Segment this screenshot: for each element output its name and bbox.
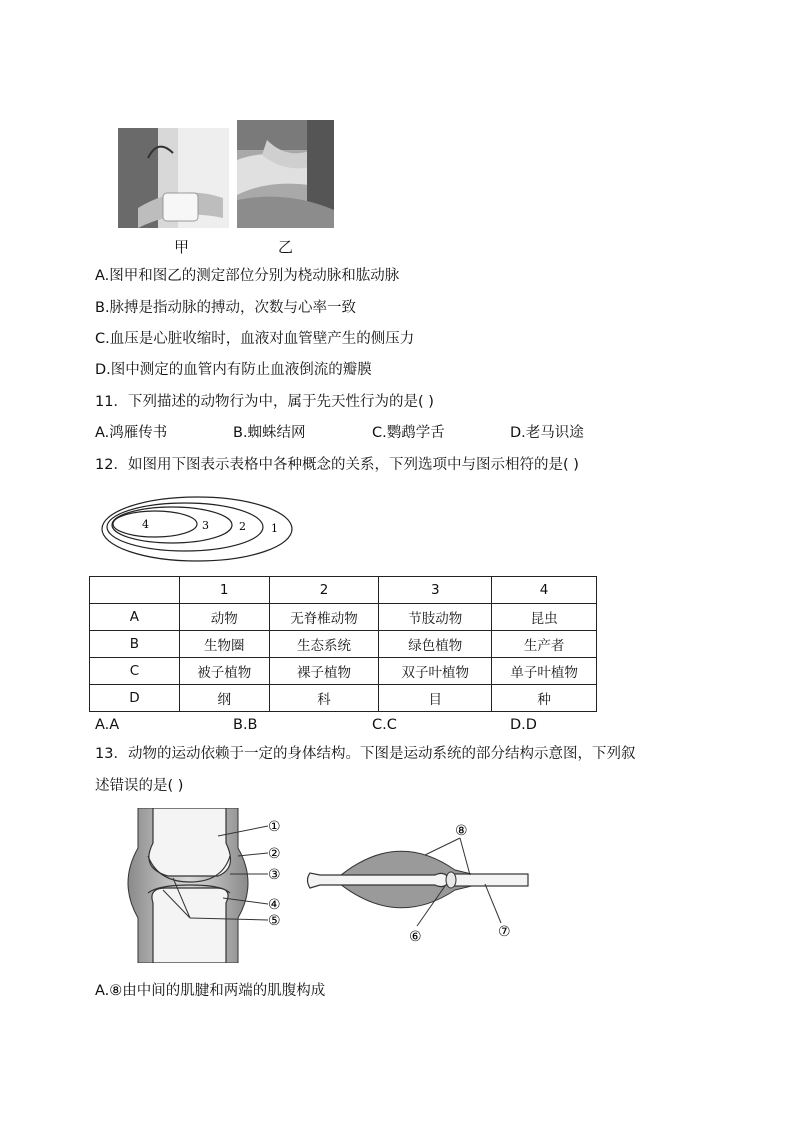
table-cell: A <box>90 604 180 631</box>
table-cell <box>90 577 180 604</box>
table-cell: 绿色植物 <box>379 631 492 658</box>
table-cell: B <box>90 631 180 658</box>
ellipse-label-1: 1 <box>271 522 278 535</box>
table-cell: 节肢动物 <box>379 604 492 631</box>
table-cell: 目 <box>379 685 492 712</box>
label-4: ④ <box>268 897 281 913</box>
table-cell: C <box>90 658 180 685</box>
table-cell: 双子叶植物 <box>379 658 492 685</box>
bone-right <box>453 874 528 886</box>
q11-stem: 11．下列描述的动物行为中，属于先天性行为的是( ) <box>95 394 434 410</box>
table-cell: 生态系统 <box>269 631 379 658</box>
q13-stem-line2: 述错误的是( ) <box>95 778 184 794</box>
photo-yi-image <box>237 120 334 228</box>
label-7: ⑦ <box>498 924 511 940</box>
table-cell: 裸子植物 <box>269 658 379 685</box>
table-cell: 3 <box>379 577 492 604</box>
q10-option-a: A.图甲和图乙的测定部位分别为桡动脉和肱动脉 <box>95 268 400 284</box>
table-cell: 动物 <box>179 604 269 631</box>
ellipse-label-2: 2 <box>239 520 246 533</box>
table-cell: 科 <box>269 685 379 712</box>
photo-caption-yi: 乙 <box>278 238 294 256</box>
photo-pulse-measurement <box>237 120 334 228</box>
q12-option-c: C.C <box>372 717 397 733</box>
q12-stem: 12．如图用下图表示表格中各种概念的关系，下列选项中与图示相符的是( ) <box>95 457 579 473</box>
q10-option-d: D.图中测定的血管内有防止血液倒流的瓣膜 <box>95 362 372 378</box>
label-2: ② <box>268 846 281 862</box>
table-cell: 种 <box>492 685 597 712</box>
table-header-row <box>90 577 597 604</box>
q13-stem-line1: 13．动物的运动依赖于一定的身体结构。下图是运动系统的部分结构示意图，下列叙 <box>95 746 636 762</box>
q11-option-d: D.老马识途 <box>510 425 584 441</box>
table-cell: 昆虫 <box>492 604 597 631</box>
q11-option-b: B.蜘蛛结网 <box>233 425 306 441</box>
q12-option-b: B.B <box>233 717 258 733</box>
table-cell: 4 <box>492 577 597 604</box>
ellipse-1 <box>102 497 292 561</box>
label-6: ⑥ <box>409 929 422 943</box>
ellipse-label-4: 4 <box>142 518 149 531</box>
label-3: ③ <box>268 867 281 883</box>
q13-option-a: A.⑧由中间的肌腱和两端的肌腹构成 <box>95 983 326 999</box>
q10-option-b: B.脉搏是指动脉的搏动，次数与心率一致 <box>95 300 357 316</box>
table-cell: 被子植物 <box>179 658 269 685</box>
q11-option-a: A.鸿雁传书 <box>95 425 168 441</box>
table-cell: 生产者 <box>492 631 597 658</box>
concept-table <box>89 576 597 712</box>
photo-blood-pressure-measurement <box>118 128 229 228</box>
q10-option-c: C.血压是心脏收缩时，血液对血管壁产生的侧压力 <box>95 331 415 347</box>
q11-option-c: C.鹦鹉学舌 <box>372 425 445 441</box>
table-cell: 2 <box>269 577 379 604</box>
table-cell: 1 <box>179 577 269 604</box>
q12-option-d: D.D <box>510 717 537 733</box>
photo-jia-image <box>118 128 229 228</box>
table-cell: 无脊椎动物 <box>269 604 379 631</box>
q12-option-a: A.A <box>95 717 120 733</box>
table-row <box>90 631 597 658</box>
table-cell: D <box>90 685 180 712</box>
joint-head <box>149 808 231 876</box>
nested-ellipses-diagram <box>100 494 300 564</box>
joint-socket <box>152 888 228 963</box>
joint-diagram <box>118 808 308 963</box>
table-row <box>90 685 597 712</box>
ellipse-label-3: 3 <box>202 519 209 532</box>
label-1: ① <box>268 819 281 835</box>
table-row <box>90 658 597 685</box>
label-8: ⑧ <box>455 823 468 839</box>
table-cell: 纲 <box>179 685 269 712</box>
ellipse-4 <box>113 511 197 537</box>
photo-caption-jia: 甲 <box>174 238 190 256</box>
label-5: ⑤ <box>268 913 281 929</box>
table-cell: 生物圈 <box>179 631 269 658</box>
muscle-diagram <box>305 818 530 943</box>
table-cell: 单子叶植物 <box>492 658 597 685</box>
table-row <box>90 604 597 631</box>
